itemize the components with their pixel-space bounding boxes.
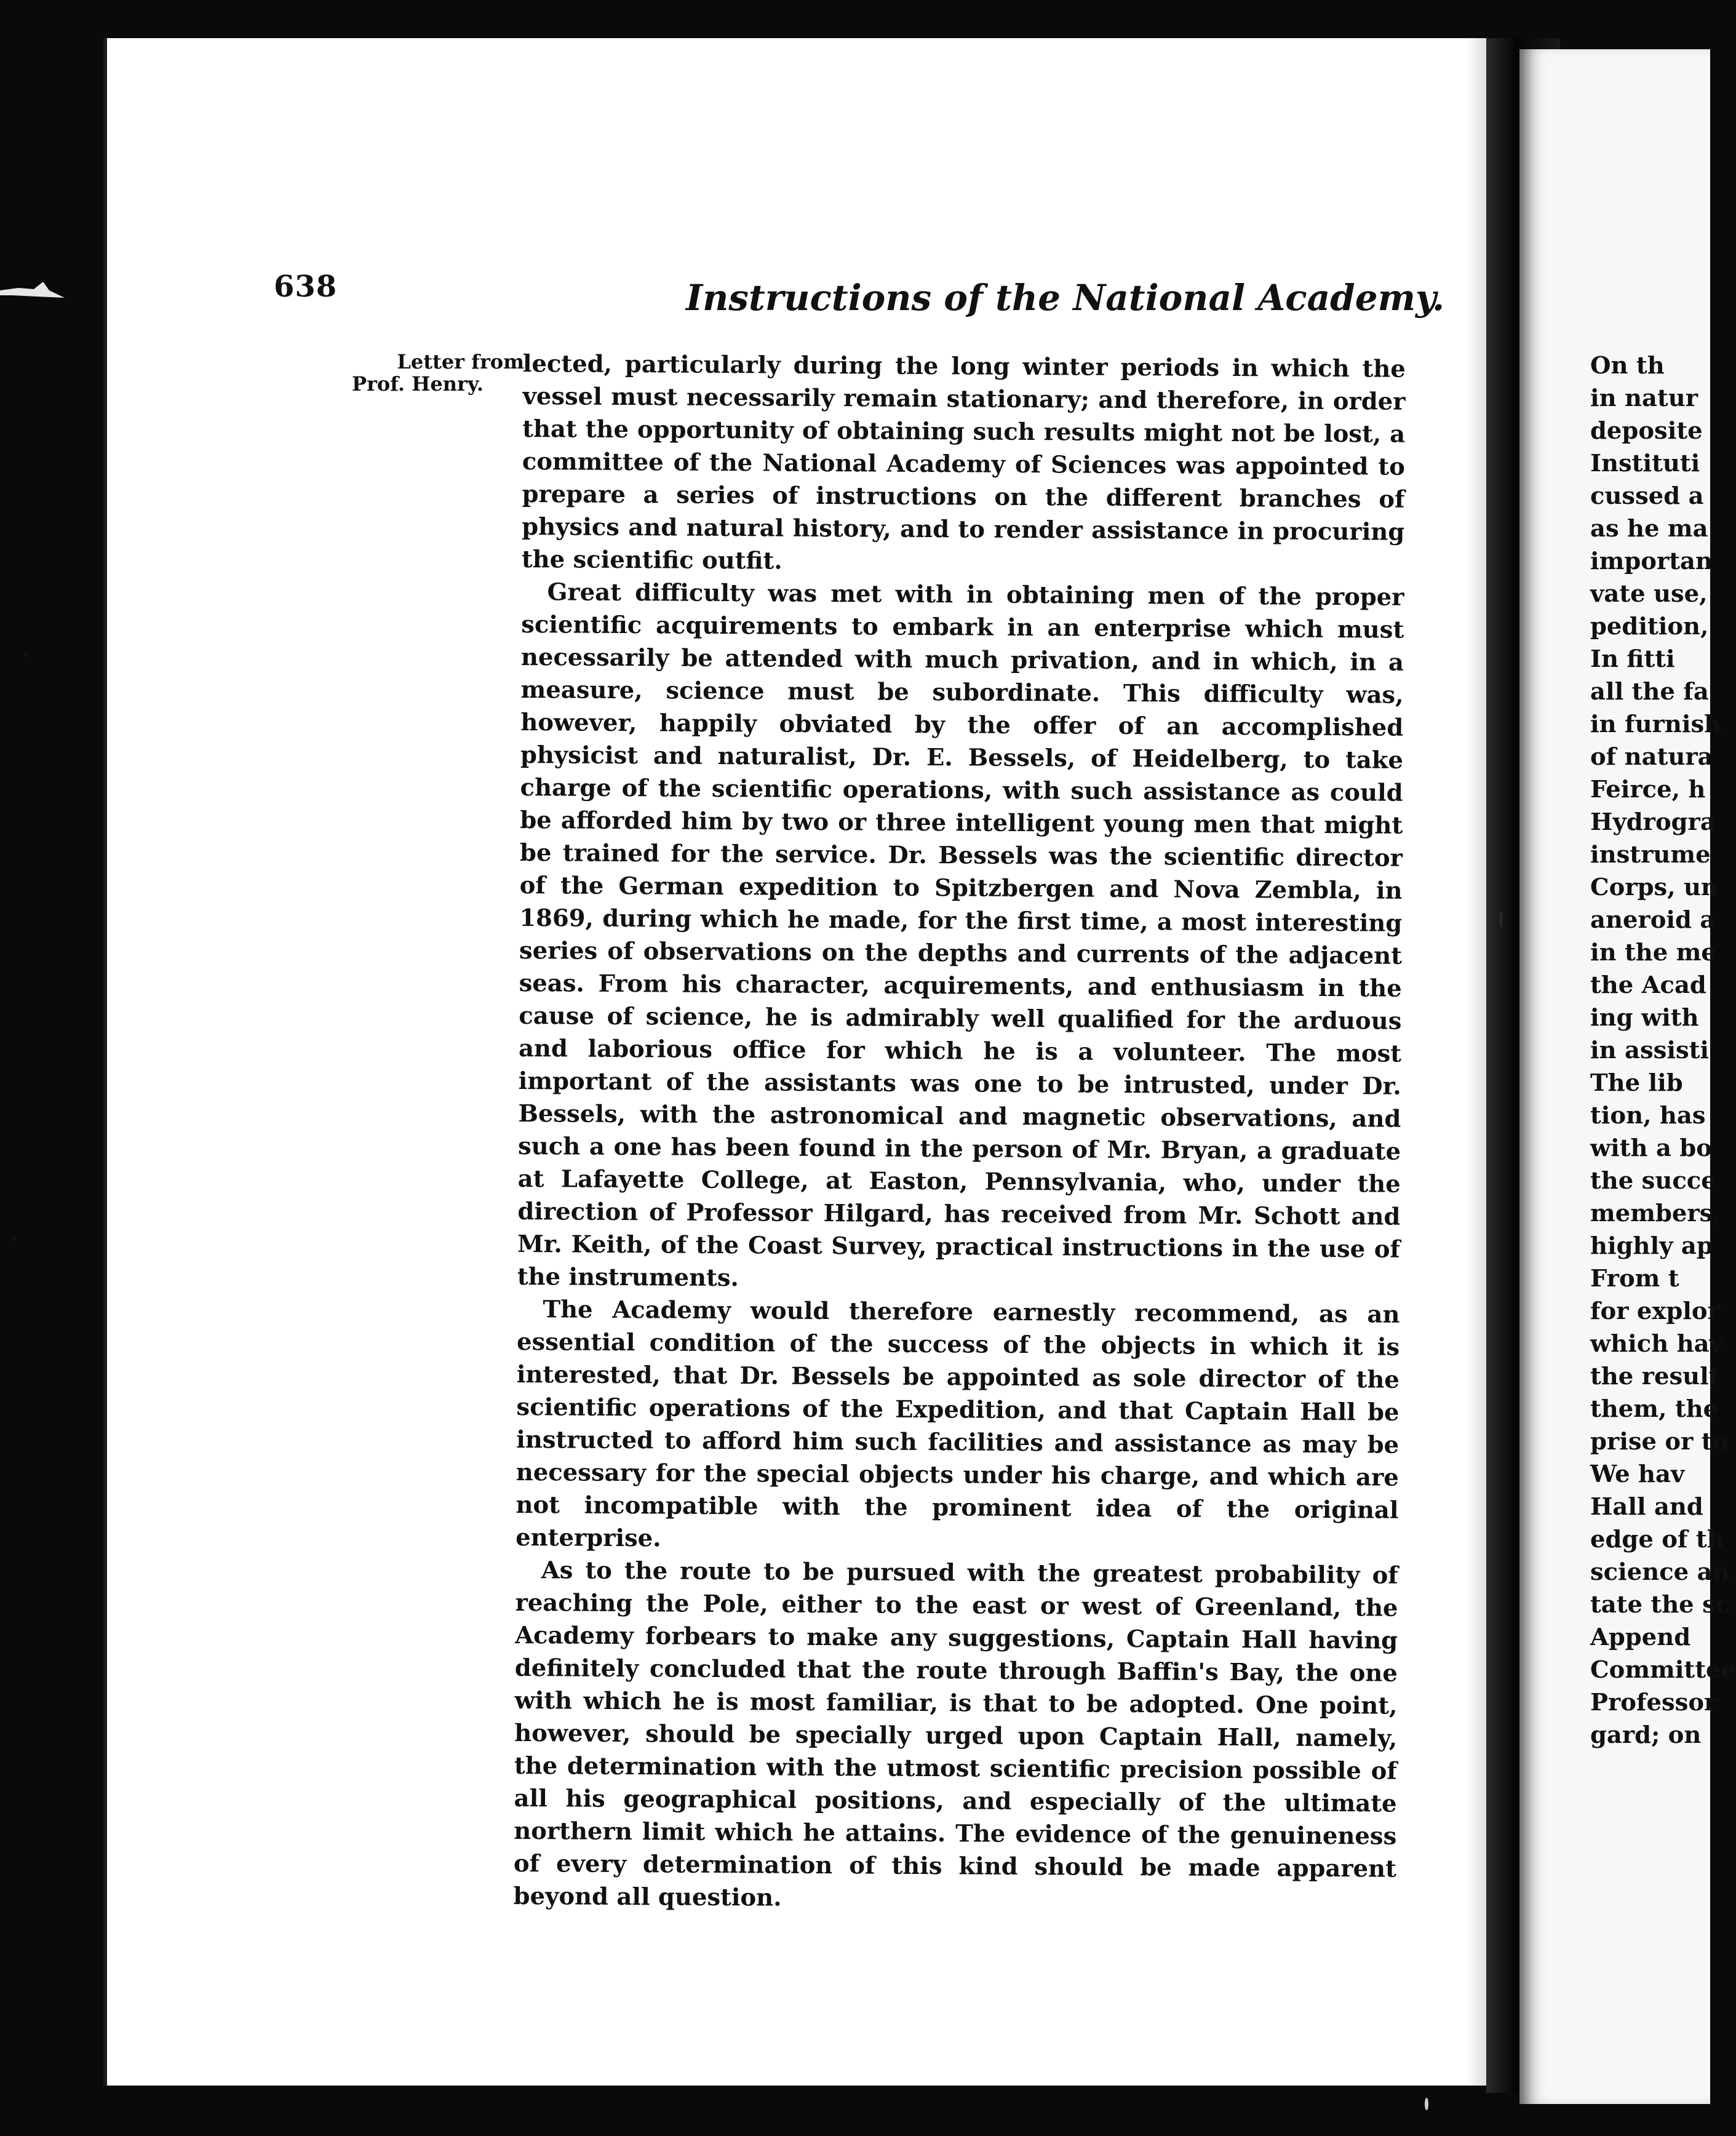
paper-speck — [1500, 911, 1502, 928]
facing-page-line: In fitti — [1590, 645, 1675, 673]
facing-page-line: Corps, un — [1590, 874, 1718, 901]
facing-page-line: Instituti — [1590, 450, 1700, 477]
paper-speck — [25, 652, 28, 658]
facing-page-line: We hav — [1590, 1461, 1685, 1488]
facing-page-line: highly ap — [1590, 1232, 1713, 1260]
facing-page-text — [1590, 349, 1736, 1751]
paper-speck — [1425, 2098, 1428, 2110]
facing-page-line: as he ma — [1590, 515, 1708, 543]
facing-page-line: Hydrogra — [1590, 808, 1716, 836]
facing-page-line: From t — [1590, 1265, 1679, 1293]
marginal-note-line-1: Letter from — [397, 350, 524, 373]
facing-page-line: in natur — [1590, 385, 1698, 412]
facing-page-line: Committee — [1590, 1656, 1736, 1684]
facing-page-line: Hall and — [1590, 1493, 1703, 1521]
page-edge-mark — [0, 277, 68, 308]
facing-page-line: which hav — [1590, 1330, 1723, 1358]
facing-page-line: On th — [1590, 352, 1665, 380]
facing-page-line: Append — [1590, 1624, 1691, 1651]
facing-page-line: importan — [1590, 548, 1713, 575]
facing-page-line: in furnish — [1590, 711, 1722, 738]
facing-page-line: with a bo — [1590, 1134, 1712, 1162]
facing-page-line: the succe — [1590, 1167, 1716, 1195]
facing-page-line: the Acad — [1590, 971, 1706, 999]
facing-page-line: for explor — [1590, 1297, 1720, 1325]
facing-page-line: Feirce, h — [1590, 776, 1706, 803]
facing-page-line: all the fa — [1590, 678, 1709, 706]
facing-page-line: pedition, — [1590, 613, 1709, 640]
facing-page-line: them, the — [1590, 1395, 1719, 1423]
page-number: 638 — [274, 269, 338, 304]
facing-page-line: science an — [1590, 1558, 1730, 1586]
facing-page-line: ing with — [1590, 1004, 1699, 1032]
facing-page-line: gard; on — [1590, 1721, 1702, 1749]
facing-page-line: cussed a — [1590, 482, 1704, 510]
facing-page-line: The lib — [1590, 1069, 1683, 1097]
paragraph-2: Great difficulty was met with in obtaining men of the proper scientific acquirements to embark in an enterprise which must necessarily be attended with much privation, and in which, in a measure, science must be subordinate. This difficulty was, however, happily obviated by the offer of an accomplished physicist and naturalist, Dr. E. Bessels, of Heidelberg, to take charge of the scientific operations, with such assistance as could be afforded him by two or three intelligent young men that might be trained for the service. Dr. Bessels was the scientific director of the German expedition to Spitzbergen and Nova Zembla, in 1869, during which he made, for the first time, a most interesting series of observations on the depths and currents of the adjacent seas. From his character, acquirements, and enthusiasm in the cause of science, he is admirably well qualified for the arduous and laborious office for which he is a volunteer. The most important of the assistants was one to be intrusted, under Dr. Bessels, with the astronomical and magnetic observations, and such a one has been found in the person of Mr. Bryan, a graduate at Lafayette College, at Easton, Pennsylvania, who, under the direction of Professor Hilgard, has received from Mr. Schott and Mr. Keith, of the Coast Survey, practical instructions in the use of the instruments. — [517, 578, 1404, 1293]
facing-page-line: instrume — [1590, 841, 1711, 869]
facing-page-line: in the me — [1590, 939, 1716, 966]
facing-page-line: prise or to — [1590, 1428, 1729, 1456]
facing-page-line: deposite — [1590, 417, 1703, 445]
paragraph-3: The Academy would therefore earnestly recommend, as an essential condition of the success of the objects in which it is interested, that Dr. Bessels be appointed as sole director of the scientific operations of the Expedition, and that Captain Hall be instructed to afford him such facilities and assistance as may be necessary for the special objects under his charge, and which are not incompatible with the prominent idea of the original enterprise. — [516, 1296, 1400, 1553]
paper-speck — [11, 1237, 16, 1241]
marginal-note — [352, 351, 536, 395]
facing-page-line: Professor — [1590, 1689, 1717, 1716]
facing-page-line: in assisti — [1590, 1037, 1710, 1064]
facing-page-line: vate use, — [1590, 580, 1708, 608]
facing-page-line: of natura — [1590, 743, 1713, 771]
marginal-note-line-2: Prof. Henry. — [352, 372, 484, 396]
body-text — [513, 348, 1406, 1918]
facing-page-line: the result — [1590, 1363, 1720, 1390]
facing-page-line: aneroid a — [1590, 906, 1716, 934]
facing-page-line: edge of th — [1590, 1526, 1724, 1553]
running-head: Instructions of the National Academy. — [686, 277, 1445, 319]
facing-page-line: members, — [1590, 1200, 1721, 1227]
facing-page-line: tate the sc — [1590, 1591, 1730, 1619]
facing-page-line: tion, has — [1590, 1102, 1706, 1130]
paragraph-1: lected, particularly during the long winter periods in which the vessel must necessarily remain stationary; and therefore, in order that the opportunity of obtaining such results might not be lost, a committee of the National Academy of Sciences was appointed to prepare a series of instructions on the different branches of physics and natural history, and to render assistance in procuring the scientific outfit. — [521, 349, 1406, 575]
paragraph-4: As to the route to be pursued with the greatest probability of reaching the Pole, either to the east or west of Greenland, the Academy forbears to make any suggestions, Captain Hall having definitely concluded that the route through Baffin's Bay, the one with which he is most familiar, is that to be adopted. One point, however, should be specially urged upon Captain Hall, namely, the determination with the utmost scientific precision possible of all his geographical positions, and especially of the ultimate northern limit which he attains. The evidence of the genuineness of every determination of this kind should be made apparent beyond all question. — [513, 1556, 1398, 1912]
